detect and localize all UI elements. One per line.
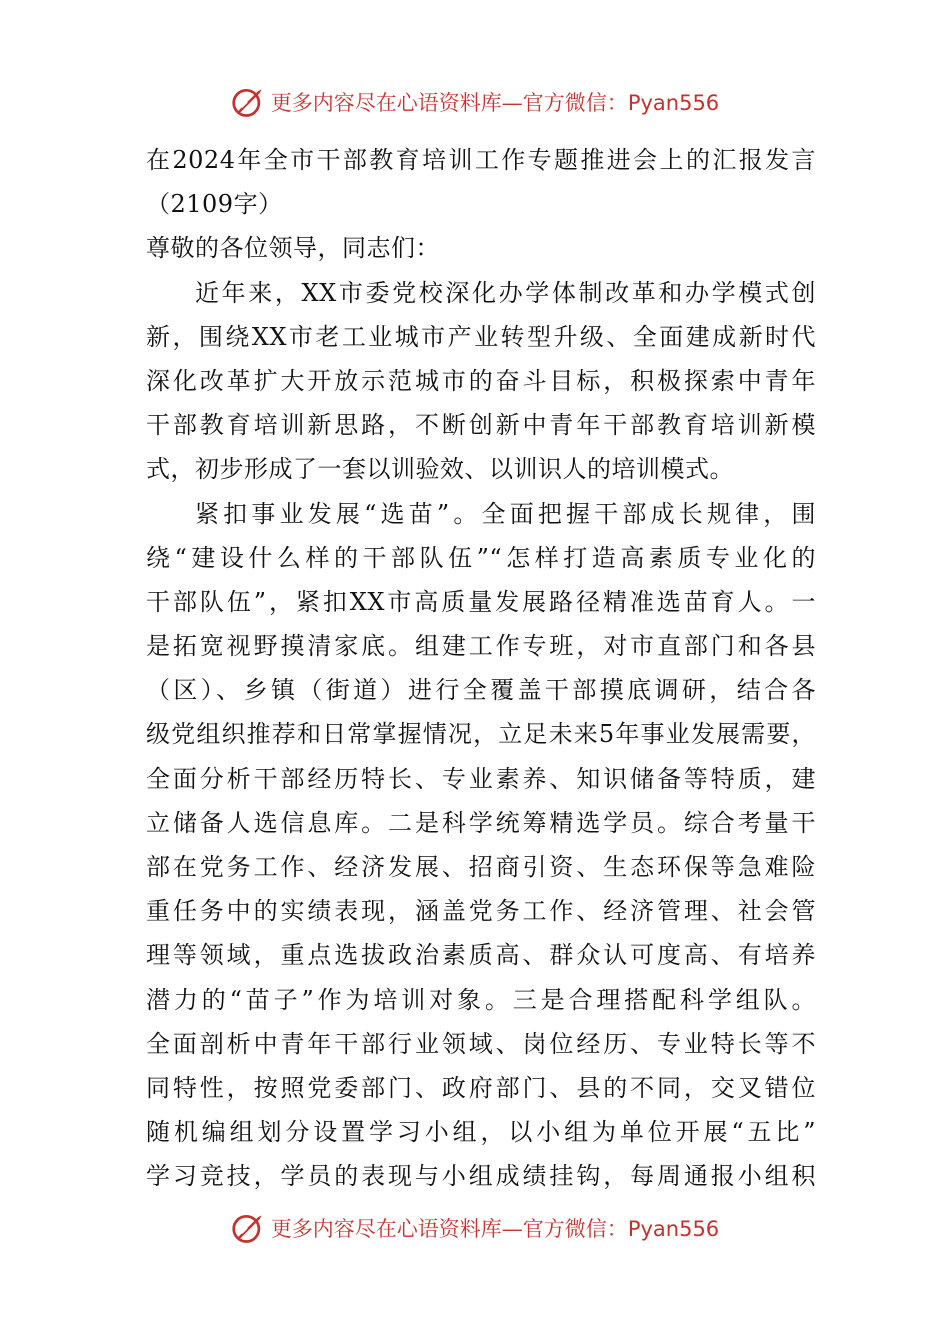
text-line: 近年来，XX市委党校深化办学体制改革和办学模式创: [195, 278, 816, 307]
text-line: 全面剖析中青年干部行业领域、岗位经历、专业特长等不: [146, 1029, 816, 1058]
text-line: 理等领域，重点选拔政治素质高、群众认可度高、有培养: [146, 941, 816, 970]
text-line: 绕“建设什么样的干部队伍”“怎样打造高素质专业化的: [146, 543, 816, 572]
footer-banner: [0, 1206, 950, 1250]
pen-logo-icon: [231, 1210, 267, 1246]
text-line: 学习竞技，学员的表现与小组成绩挂钩，每周通报小组积: [146, 1162, 816, 1191]
text-line: 同特性，按照党委部门、政府部门、县的不同，交叉错位: [146, 1073, 816, 1102]
text-line: 在2024年全市干部教育培训工作专题推进会上的汇报发言: [146, 146, 816, 174]
text-line: 重任务中的实绩表现，涵盖党务工作、经济管理、社会管: [146, 897, 816, 926]
text-line: 全面分析干部经历特长、专业素养、知识储备等特质，建: [146, 764, 816, 793]
text-line: 级党组织推荐和日常掌握情况，立足未来5年事业发展需要，: [146, 720, 816, 749]
banner-text: 更多内容尽在心语资料库—官方微信：Pyan556: [270, 1217, 720, 1241]
text-line: 式，初步形成了一套以训验效、以训识人的培训模式。: [146, 455, 734, 484]
text-line: 紧扣事业发展“选苗”。全面把握干部成长规律，围: [195, 499, 816, 528]
text-line: 干部队伍”，紧扣XX市高质量发展路径精准选苗育人。一: [146, 587, 816, 616]
text-line: 深化改革扩大开放示范城市的奋斗目标，积极探索中青年: [146, 366, 816, 395]
banner-text: 更多内容尽在心语资料库—官方微信：Pyan556: [270, 91, 720, 115]
pen-logo-icon: [231, 84, 267, 120]
text-line: 潜力的“苗子”作为培训对象。三是合理搭配科学组队。: [146, 985, 816, 1014]
text-line: 干部教育培训新思路，不断创新中青年干部教育培训新模: [146, 411, 816, 440]
wechat-id: Pyan556: [627, 91, 720, 115]
text-line: （区）、乡镇（街道）进行全覆盖干部摸底调研，结合各: [146, 676, 816, 705]
text-line: 尊敬的各位领导，同志们：: [146, 234, 440, 263]
text-line: （2109字）: [146, 190, 283, 219]
text-line: 部在党务工作、经济发展、招商引资、生态环保等急难险: [146, 853, 816, 881]
text-line: 新，围绕XX市老工业城市产业转型升级、全面建成新时代: [146, 322, 816, 351]
text-line: 随机编组划分设置学习小组，以小组为单位开展“五比”: [146, 1118, 816, 1147]
text-line: 立储备人选信息库。二是科学统筹精选学员。综合考量干: [146, 808, 816, 837]
wechat-id: Pyan556: [627, 1217, 720, 1241]
header-banner: [0, 80, 950, 124]
document-body: [146, 138, 816, 1199]
text-line: 是拓宽视野摸清家底。组建工作专班，对市直部门和各县: [146, 632, 816, 661]
